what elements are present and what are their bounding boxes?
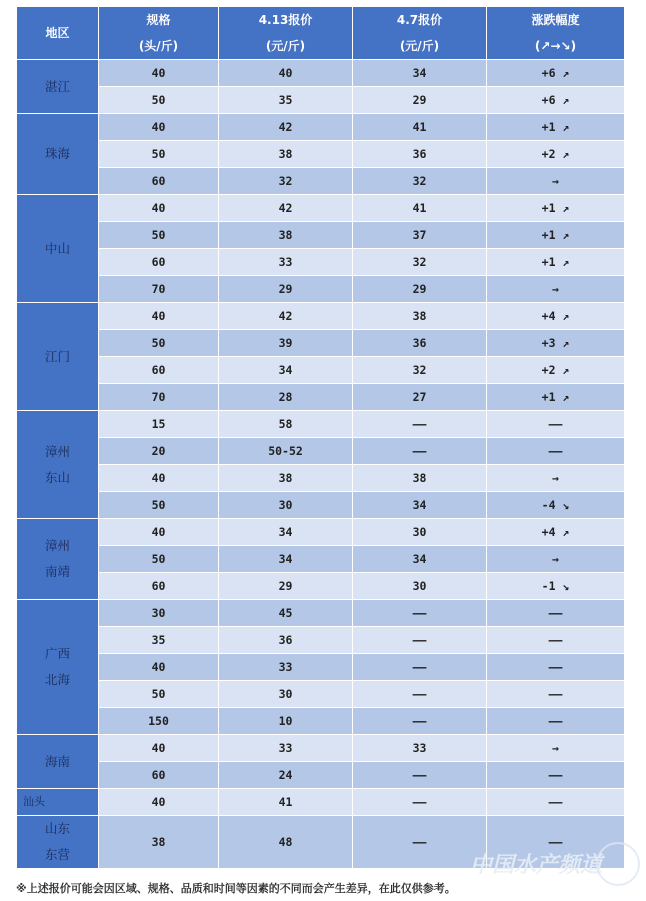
change-cell: +6 ↗ [487,87,625,114]
region-label: 珠海 [44,146,70,161]
price-413-cell: 30 [219,492,353,519]
price-413-cell: 34 [219,357,353,384]
table-row [17,600,625,627]
price-47-cell: 38 [353,465,487,492]
header-price-413: 4.13报价 (元/斤) [219,7,353,60]
price-47-cell: 41 [353,195,487,222]
spec-cell: 60 [99,357,219,384]
spec-cell: 20 [99,438,219,465]
region-cell [17,303,99,411]
change-cell: → [487,276,625,303]
spec-cell: 60 [99,762,219,789]
change-cell: +4 ↗ [487,303,625,330]
spec-cell: 50 [99,87,219,114]
region-cell [17,789,99,816]
price-413-cell: 40 [219,60,353,87]
spec-cell: 60 [99,249,219,276]
price-47-cell: 34 [353,492,487,519]
price-413-cell: 29 [219,573,353,600]
spec-cell: 40 [99,195,219,222]
price-413-cell: 42 [219,195,353,222]
table-row [17,573,625,600]
table-row [17,114,625,141]
region-cell [17,411,99,519]
price-47-cell: —— [353,600,487,627]
spec-cell: 40 [99,789,219,816]
spec-cell: 40 [99,303,219,330]
region-label: 东营 [44,847,70,862]
region-cell [17,114,99,195]
price-47-cell: —— [353,762,487,789]
region-label: 汕头 [23,795,45,808]
region-label: 北海 [44,672,70,687]
region-label: 海南 [44,753,70,769]
price-413-cell: 42 [219,303,353,330]
region-cell [17,816,99,869]
change-cell: +1 ↗ [487,114,625,141]
change-cell: +4 ↗ [487,519,625,546]
spec-cell: 15 [99,411,219,438]
region-label: 中山 [44,240,70,256]
price-47-cell: —— [353,681,487,708]
spec-cell: 60 [99,573,219,600]
region-label: 东山 [44,469,70,485]
price-413-cell: 33 [219,654,353,681]
price-413-cell: 34 [219,519,353,546]
change-cell: +1 ↗ [487,384,625,411]
price-413-cell: 45 [219,600,353,627]
price-47-cell: 41 [353,114,487,141]
price-47-cell: 32 [353,168,487,195]
spec-cell: 50 [99,222,219,249]
table-row [17,438,625,465]
change-cell: -4 ↘ [487,492,625,519]
change-cell: +1 ↗ [487,222,625,249]
table-row [17,735,625,762]
region-label: 江门 [44,348,70,364]
price-413-cell: 32 [219,168,353,195]
table-row [17,789,625,816]
price-47-cell: —— [353,438,487,465]
region-label: 漳州 [44,538,70,553]
table-row [17,330,625,357]
table-row [17,546,625,573]
price-47-cell: 38 [353,303,487,330]
region-label: 山东 [44,821,70,836]
price-47-cell: 29 [353,87,487,114]
price-47-cell: —— [353,816,487,869]
change-cell: —— [487,654,625,681]
price-47-cell: 36 [353,330,487,357]
price-47-cell: 33 [353,735,487,762]
table-row [17,411,625,438]
price-47-cell: 34 [353,60,487,87]
price-47-cell: —— [353,789,487,816]
table-body [17,60,625,869]
price-47-cell: 36 [353,141,487,168]
price-47-cell: 37 [353,222,487,249]
region-label: 漳州 [44,443,70,459]
change-cell: → [487,546,625,573]
watermark-logo: 中国水产频道 [470,853,603,878]
header-region: 地区 [17,7,99,60]
table-row [17,708,625,735]
region-cell [17,735,99,789]
change-cell: +1 ↗ [487,195,625,222]
region-label: 广西 [44,646,70,661]
price-47-cell: 27 [353,384,487,411]
price-413-cell: 38 [219,141,353,168]
change-cell: → [487,465,625,492]
price-413-cell: 33 [219,249,353,276]
spec-cell: 40 [99,465,219,492]
change-cell: → [487,168,625,195]
table-row [17,762,625,789]
region-label: 南靖 [44,564,70,579]
table-row [17,87,625,114]
table-row [17,492,625,519]
price-47-cell: 34 [353,546,487,573]
table-row [17,465,625,492]
table-row [17,60,625,87]
header-price-47: 4.7报价 (元/斤) [353,7,487,60]
table-header-row [17,7,625,60]
spec-cell: 50 [99,546,219,573]
change-cell: —— [487,681,625,708]
change-cell: → [487,735,625,762]
price-47-cell: 30 [353,519,487,546]
price-413-cell: 38 [219,465,353,492]
table-row [17,276,625,303]
region-cell [17,519,99,600]
price-413-cell: 29 [219,276,353,303]
table-row [17,249,625,276]
table-row [17,303,625,330]
spec-cell: 60 [99,168,219,195]
region-label: 湛江 [44,78,70,94]
footnote: ※上述报价可能会因区域、规格、品质和时间等因素的不同而会产生差异，在此仅供参考。 [16,882,456,895]
price-47-cell: —— [353,654,487,681]
price-413-cell: 10 [219,708,353,735]
spec-cell: 35 [99,627,219,654]
spec-cell: 38 [99,816,219,869]
table-row [17,627,625,654]
spec-cell: 40 [99,60,219,87]
region-cell [17,195,99,303]
spec-cell: 50 [99,141,219,168]
change-cell: +2 ↗ [487,141,625,168]
price-413-cell: 35 [219,87,353,114]
region-cell [17,600,99,735]
price-413-cell: 50-52 [219,438,353,465]
table-row [17,357,625,384]
price-table [16,6,625,869]
spec-cell: 40 [99,654,219,681]
price-47-cell: 32 [353,357,487,384]
change-cell: +3 ↗ [487,330,625,357]
change-cell: —— [487,600,625,627]
table-row [17,168,625,195]
spec-cell: 50 [99,492,219,519]
price-413-cell: 24 [219,762,353,789]
price-413-cell: 34 [219,546,353,573]
region-cell [17,60,99,114]
price-47-cell: 29 [353,276,487,303]
price-413-cell: 41 [219,789,353,816]
price-47-cell: —— [353,411,487,438]
price-413-cell: 48 [219,816,353,869]
change-cell: +1 ↗ [487,249,625,276]
price-413-cell: 36 [219,627,353,654]
price-413-cell: 33 [219,735,353,762]
table-row [17,384,625,411]
change-cell: —— [487,816,625,869]
spec-cell: 30 [99,600,219,627]
spec-cell: 70 [99,384,219,411]
price-413-cell: 28 [219,384,353,411]
change-cell: +2 ↗ [487,357,625,384]
change-cell: —— [487,438,625,465]
table-row [17,681,625,708]
price-413-cell: 58 [219,411,353,438]
table-row [17,519,625,546]
spec-cell: 40 [99,735,219,762]
header-spec: 规格 (头/斤) [99,7,219,60]
price-413-cell: 39 [219,330,353,357]
spec-cell: 50 [99,681,219,708]
change-cell: -1 ↘ [487,573,625,600]
table-row [17,195,625,222]
globe-icon [596,842,640,886]
price-47-cell: —— [353,627,487,654]
table-row [17,654,625,681]
price-47-cell: 30 [353,573,487,600]
header-change: 涨跌幅度 (↗→↘) [487,7,625,60]
change-cell: —— [487,411,625,438]
price-413-cell: 42 [219,114,353,141]
change-cell: —— [487,762,625,789]
change-cell: —— [487,708,625,735]
table-row [17,222,625,249]
table-row [17,141,625,168]
change-cell: —— [487,627,625,654]
change-cell: +6 ↗ [487,60,625,87]
price-47-cell: 32 [353,249,487,276]
price-47-cell: —— [353,708,487,735]
change-cell: —— [487,789,625,816]
spec-cell: 150 [99,708,219,735]
spec-cell: 40 [99,519,219,546]
spec-cell: 70 [99,276,219,303]
spec-cell: 40 [99,114,219,141]
spec-cell: 50 [99,330,219,357]
price-413-cell: 30 [219,681,353,708]
price-413-cell: 38 [219,222,353,249]
